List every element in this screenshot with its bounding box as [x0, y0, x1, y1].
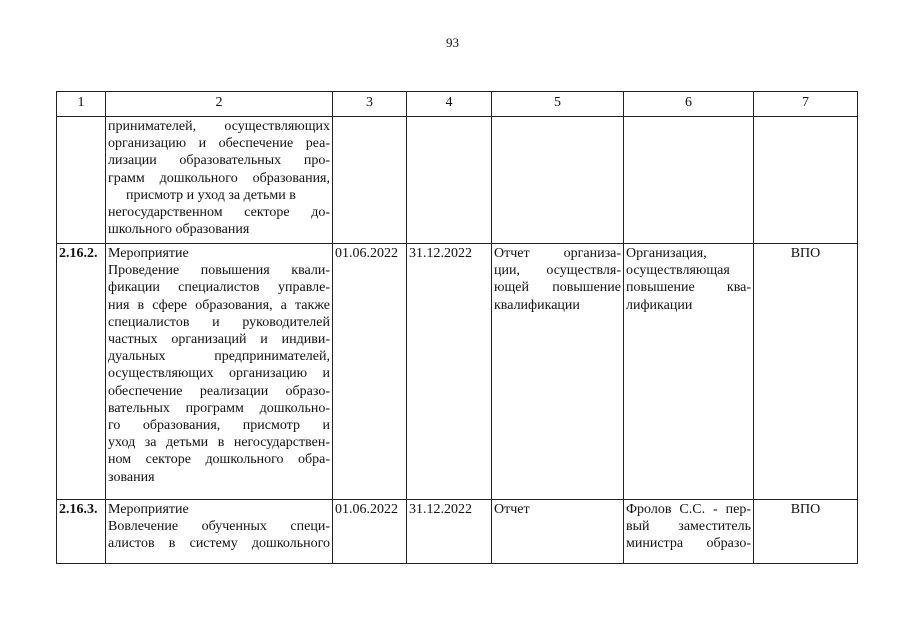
text-line: осуществляющих организацию и — [108, 366, 330, 382]
text-line: зования — [108, 469, 155, 485]
header-cell-6: 6 — [624, 92, 754, 117]
end-date: 31.12.2022 — [407, 500, 492, 564]
header-cell-1: 1 — [57, 92, 106, 117]
text-line: повышение ква- — [626, 280, 751, 296]
start-date — [333, 117, 407, 244]
responsible-cell — [624, 244, 754, 500]
executor-cell: ВПО — [754, 500, 858, 564]
text-line: ющей повышение — [494, 280, 621, 296]
text-line: ции, осуществля- — [494, 263, 621, 279]
result-cell — [492, 244, 624, 500]
text-line: Мероприятие — [108, 246, 189, 261]
text-line: грамм дошкольного образования, — [108, 170, 330, 186]
text-line: организацию и обеспечение реа- — [108, 136, 330, 152]
row-number: 2.16.3. — [57, 500, 106, 564]
row-number — [57, 117, 106, 244]
table-row — [57, 500, 858, 564]
header-cell-3: 3 — [333, 92, 407, 117]
text-line: ния в сфере образования, а также — [108, 297, 330, 313]
text-line: ном секторе дошкольного обра- — [108, 452, 330, 468]
text-line: вый заместитель — [626, 519, 751, 535]
text-line: обеспечение реализации образо- — [108, 383, 330, 399]
end-date: 31.12.2022 — [407, 244, 492, 500]
text-line: принимателей, осуществляющих — [108, 119, 330, 134]
end-date — [407, 117, 492, 244]
text-line: квалификации — [494, 297, 580, 313]
text-line: го образования, присмотр и — [108, 418, 330, 434]
start-date: 01.06.2022 — [333, 500, 407, 564]
measures-table — [56, 91, 858, 564]
text-line: Проведение повышения квали- — [108, 263, 330, 279]
text-line: негосударственном секторе до- — [108, 205, 330, 221]
table-row — [57, 117, 858, 244]
text-line: фикации специалистов управле- — [108, 280, 330, 296]
text-line: частных организаций и индиви- — [108, 332, 330, 348]
executor-cell: ВПО — [754, 244, 858, 500]
text-line: Отчет организа- — [494, 246, 621, 261]
text-line: вательных программ дошкольно- — [108, 400, 330, 416]
result-cell — [492, 117, 624, 244]
measure-description — [106, 244, 333, 500]
measure-description — [106, 500, 333, 564]
text-line: дуальных предпринимателей, — [108, 349, 330, 365]
text-line: Вовлечение обученных специ- — [108, 519, 330, 535]
responsible-cell — [624, 117, 754, 244]
text-line: лификации — [626, 297, 693, 313]
header-cell-7: 7 — [754, 92, 858, 117]
text-line: Фролов С.С. - пер- — [626, 502, 751, 517]
text-line: школьного образования — [108, 222, 250, 238]
text-line: алистов в систему дошкольного — [108, 536, 330, 552]
text-line: Организация, — [626, 246, 707, 261]
row-number: 2.16.2. — [57, 244, 106, 500]
responsible-cell — [624, 500, 754, 564]
text-line: специалистов и руководителей — [108, 314, 330, 330]
text-line: министра образо- — [626, 536, 751, 552]
result-cell — [492, 500, 624, 564]
measure-description — [106, 117, 333, 244]
start-date: 01.06.2022 — [333, 244, 407, 500]
text-line: Мероприятие — [108, 502, 189, 517]
header-cell-4: 4 — [407, 92, 492, 117]
text-line: уход за детьми в негосударствен- — [108, 435, 330, 451]
text-line: лизации образовательных про- — [108, 153, 330, 169]
header-row — [57, 92, 858, 117]
text-line: осуществляющая — [626, 263, 730, 279]
header-cell-2: 2 — [106, 92, 333, 117]
table-row — [57, 244, 858, 500]
text-line: Отчет — [494, 502, 530, 517]
executor-cell — [754, 117, 858, 244]
header-cell-5: 5 — [492, 92, 624, 117]
text-line: присмотр и уход за детьми в — [126, 187, 296, 203]
page-number: 93 — [446, 35, 459, 50]
